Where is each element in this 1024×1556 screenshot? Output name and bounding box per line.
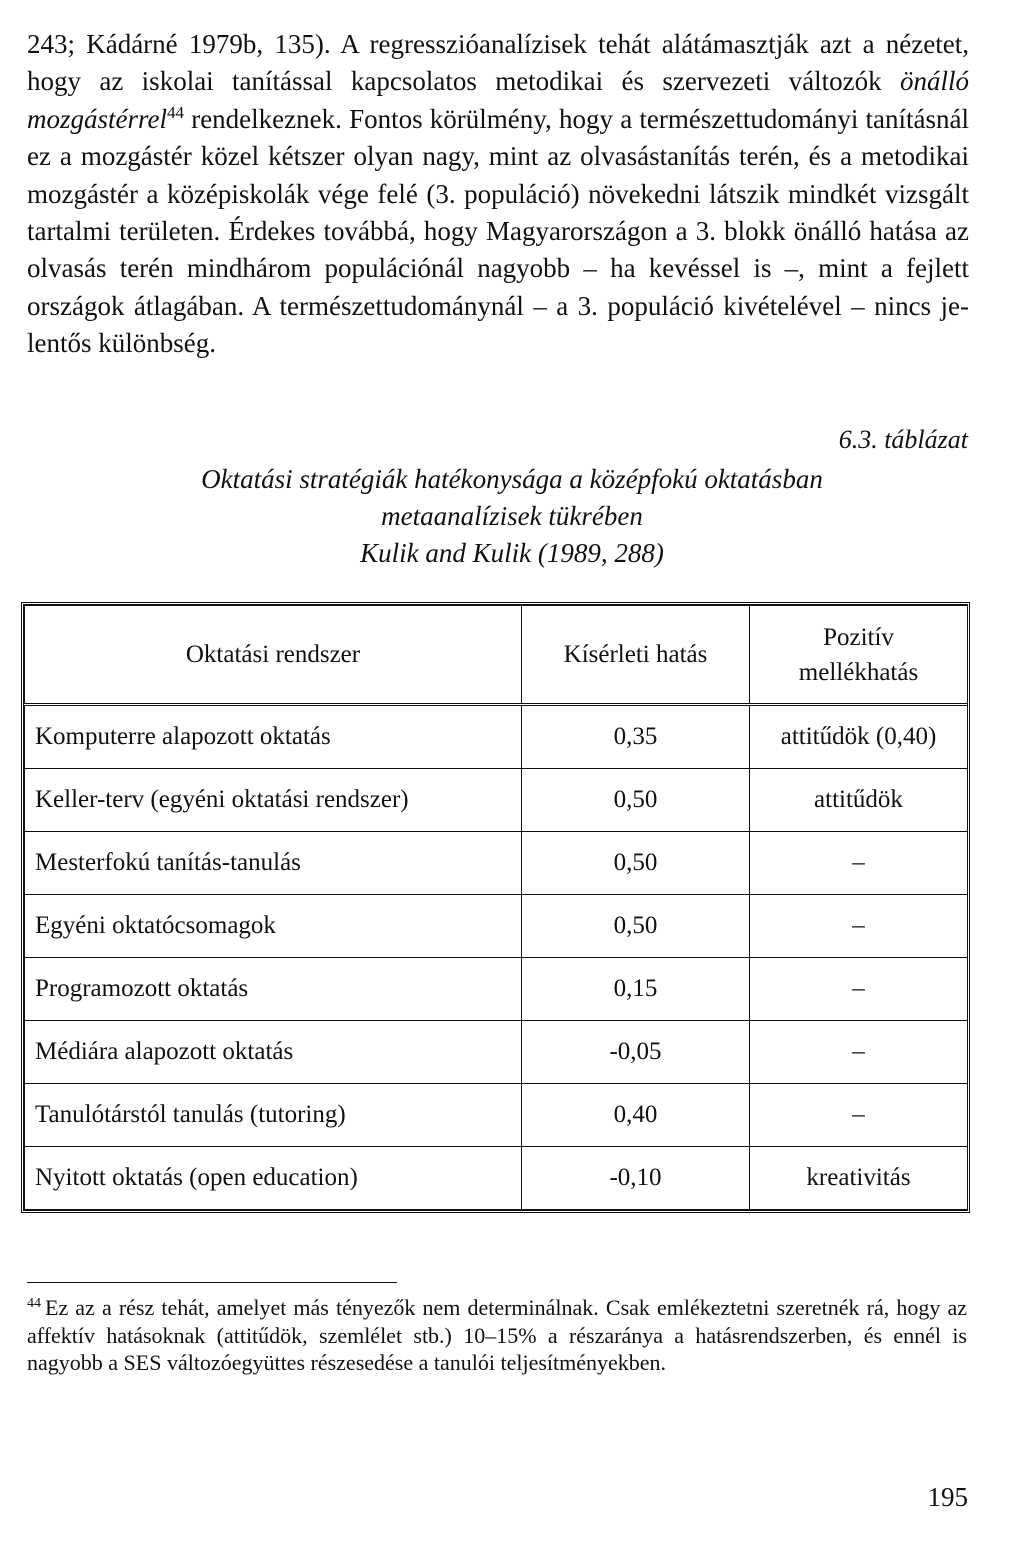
cell-effect: -0,10 [522,1147,750,1210]
footnote-divider [27,1282,397,1283]
cell-side-effect: – [750,1084,968,1147]
page-number: 195 [927,1482,968,1512]
table-row [25,769,968,832]
footnote [27,1294,967,1377]
body-text-part2: rendelkeznek. Fontos körülmény, hogy a természettudományi tanításnál ez a mozgástér közel kétszer olyan nagy, mint az olvasástanítás terén, és a metodikai mozgástér a középiskolák vége felé (3. populáció) növekedni látszik mindkét vizsgált tartalmi területen. Érdekes továbbá, hogy Magyarországon a 3. blokk önálló hatása az olvasás terén mindhárom populációnál nagyobb – ha kevéssel is –, mint a fejlett országok átlagában. A természettudománynál – a 3. populáció kivételével – nincs jelentős különbség. [27,103,969,359]
strategies-table [21,602,970,1213]
cell-side-effect: – [750,1021,968,1084]
table-title-line2: metaanalízisek tükrében [381,501,643,531]
cell-system: Médiára alapozott oktatás [25,1021,522,1084]
header-oktatasi-rendszer: Oktatási rendszer [25,606,522,705]
cell-system: Programozott oktatás [25,958,522,1021]
footnote-number: 44 [27,1295,41,1311]
header-col3-line2: mellékhatás [798,658,919,686]
cell-system: Nyitott oktatás (open education) [25,1147,522,1210]
header-pozitiv-mellekhatas [750,606,968,705]
cell-side-effect: – [750,832,968,895]
cell-system: Egyéni oktatócsomagok [25,895,522,958]
italic-term: önálló mozgástérrel [27,66,969,134]
table-title-line1: Oktatási stratégiák hatékonysága a középfokú oktatásban [201,464,823,494]
cell-effect: 0,15 [522,958,750,1021]
table-row [25,895,968,958]
footnote-text: Ez az a rész tehát, amelyet más tényezők nem determinálnak. Csak emlékeztetni szeretnék rá, hogy az affektív hatásoknak (attitűdök, szemlélet stb.) 10–15% a részaránya a hatásrendszerben, és ennél is nagyobb a SES változóegyüttes részesedése a tanulói teljesítményekben. [27,1295,967,1375]
header-kiserleti-hatas: Kísérleti hatás [522,606,750,705]
footnote-reference: 44 [167,102,184,122]
table-header-row [25,606,968,705]
cell-side-effect: attitűdök [750,769,968,832]
cell-effect: 0,50 [522,832,750,895]
cell-side-effect: attitűdök (0,40) [750,705,968,769]
table-number: 6.3. táblázat [838,425,968,454]
cell-system: Tanulótárstól tanulás (tutoring) [25,1084,522,1147]
cell-effect: -0,05 [522,1021,750,1084]
header-col3-line1: Pozitív [823,623,894,651]
table-row [25,958,968,1021]
table-caption [0,461,1024,572]
cell-system: Keller-terv (egyéni oktatási rendszer) [25,769,522,832]
cell-effect: 0,50 [522,895,750,958]
table-source: Kulik and Kulik (1989, 288) [360,538,664,568]
cell-side-effect: kreativitás [750,1147,968,1210]
body-text-part1: 243; Kádárné 1979b, 135). A regresszióanalízisek tehát alátámasztják azt a nézetet, hogy az iskolai tanítással kapcsolatos metodikai és szervezeti változók [27,29,969,97]
cell-side-effect: – [750,895,968,958]
cell-system: Komputerre alapozott oktatás [25,705,522,769]
cell-side-effect: – [750,958,968,1021]
cell-effect: 0,50 [522,769,750,832]
table-row [25,1021,968,1084]
table-row [25,705,968,769]
body-paragraph [27,26,969,363]
cell-effect: 0,35 [522,705,750,769]
cell-system: Mesterfokú tanítás-tanulás [25,832,522,895]
table-row [25,832,968,895]
table-row [25,1084,968,1147]
cell-effect: 0,40 [522,1084,750,1147]
table-row [25,1147,968,1210]
